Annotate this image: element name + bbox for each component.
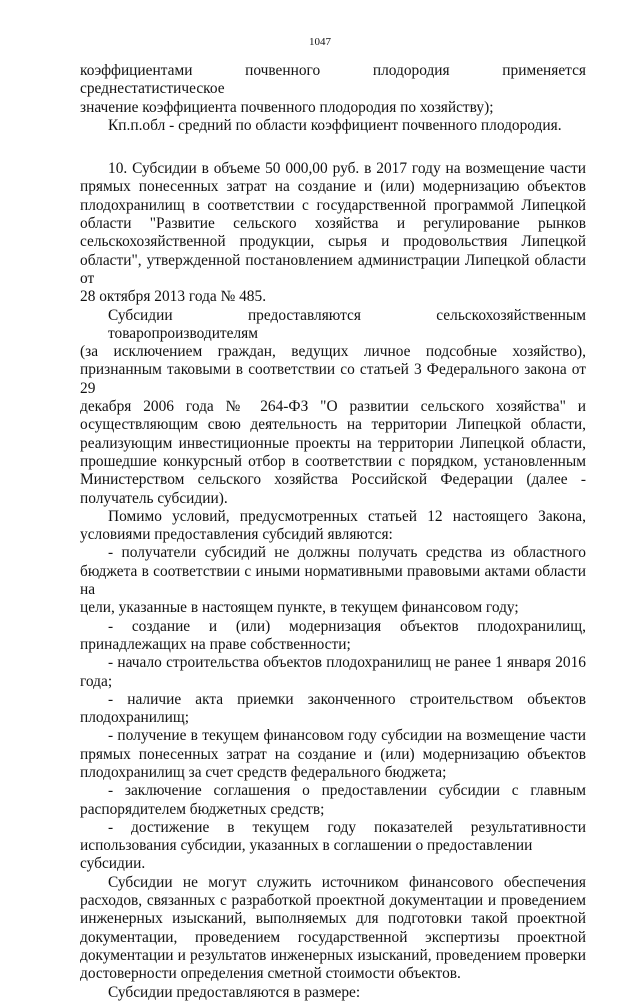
text-line: области", утвержденной постановлением администрации Липецкой области от <box>80 251 586 287</box>
text-line: Кп.п.обл - средний по области коэффициент почвенного плодородия. <box>108 116 562 134</box>
text-line: достоверности определения сметной стоимости объектов. <box>80 965 461 983</box>
text-line: документации и результатов инженерных изысканий, проведением проверки <box>80 946 586 964</box>
text-line: 28 октября 2013 года № 485. <box>80 288 267 306</box>
text-line: Субсидии не могут служить источником финансового обеспечения <box>108 873 586 891</box>
text-line: года; <box>80 672 113 690</box>
text-line: прямых понесенных затрат на создание и (или) модернизацию объектов <box>80 745 586 763</box>
text-line: - наличие акта приемки законченного строительством объектов <box>108 690 586 708</box>
text-line: реализующим инвестиционные проекты на территории Липецкой области, <box>80 434 586 452</box>
text-line: значение коэффициента почвенного плодородия по хозяйству); <box>80 98 494 116</box>
text-line: прямых понесенных затрат на создание и (или) модернизацию объектов <box>80 178 586 196</box>
text-line: инженерных изысканий, выполняемых для подготовки такой проектной <box>80 910 586 928</box>
text-line: плодохранилищ; <box>80 709 190 727</box>
text-line: коэффициентами почвенного плодородия применяется среднестатистическое <box>80 62 586 98</box>
text-line: осуществляющим свою деятельность на территории Липецкой области, <box>80 416 586 434</box>
paragraph-gap <box>80 135 586 160</box>
text-line: прошедшие конкурсный отбор в соответствии с порядком, установленным <box>80 452 586 470</box>
text-line: области "Развитие сельского хозяйства и регулирование рынков <box>80 215 586 233</box>
text-line: признанным таковыми в соответствии со статьей 3 Федерального закона от 29 <box>80 361 586 397</box>
text-line: плодохранилищ в соответствии с государственной программой Липецкой <box>80 196 586 214</box>
text-line: цели, указанные в настоящем пункте, в текущем финансовом году; <box>80 599 519 617</box>
text-line: декабря 2006 года № 264-ФЗ "О развитии сельского хозяйства" и <box>80 398 586 416</box>
text-line: сельскохозяйственной продукции, сырья и продовольствия Липецкой <box>80 233 586 251</box>
text-line: условиями предоставления субсидий являются: <box>80 526 393 544</box>
text-line: бюджета в соответствии с иными нормативными правовыми актами области на <box>80 562 586 599</box>
text-line: расходов, связанных с разработкой проектной документации и проведением <box>80 892 586 910</box>
page-number: 1047 <box>309 36 331 48</box>
text-line: плодохранилищ за счет средств федерального бюджета; <box>80 763 447 781</box>
text-line: - начало строительства объектов плодохранилищ не ранее 1 января 2016 <box>108 654 586 672</box>
text-line: получатель субсидии). <box>80 489 228 507</box>
text-line: - создание и (или) модернизация объектов плодохранилищ, <box>108 617 586 635</box>
document-body <box>80 62 586 1002</box>
text-line: (за исключением граждан, ведущих личное подсобные хозяйство), <box>80 343 586 361</box>
text-line: Министерством сельского хозяйства Российской Федерации (далее - <box>80 471 586 489</box>
text-line: Субсидии предоставляются сельскохозяйственным товаропроизводителям <box>108 306 586 342</box>
text-line: - заключение соглашения о предоставлении субсидии с главным <box>108 782 586 800</box>
text-line: Субсидии предоставляются в размере: <box>108 983 361 1001</box>
text-line: распорядителем бюджетных средств; <box>80 800 325 818</box>
text-line: - получатели субсидий не должны получать средства из областного <box>108 544 586 562</box>
text-line: Помимо условий, предусмотренных статьей 12 настоящего Закона, <box>108 507 586 525</box>
text-line: принадлежащих на праве собственности; <box>80 635 351 653</box>
text-line: 10. Субсидии в объеме 50 000,00 руб. в 2017 году на возмещение части <box>108 160 586 178</box>
text-line: документации, проведением государственной экспертизы проектной <box>80 928 586 946</box>
text-line: - получение в текущем финансовом году субсидии на возмещение части <box>108 727 586 745</box>
text-line: использования субсидии, указанных в соглашении о предоставлении субсидии. <box>80 837 533 873</box>
text-line: - достижение в текущем году показателей результативности <box>108 818 586 836</box>
